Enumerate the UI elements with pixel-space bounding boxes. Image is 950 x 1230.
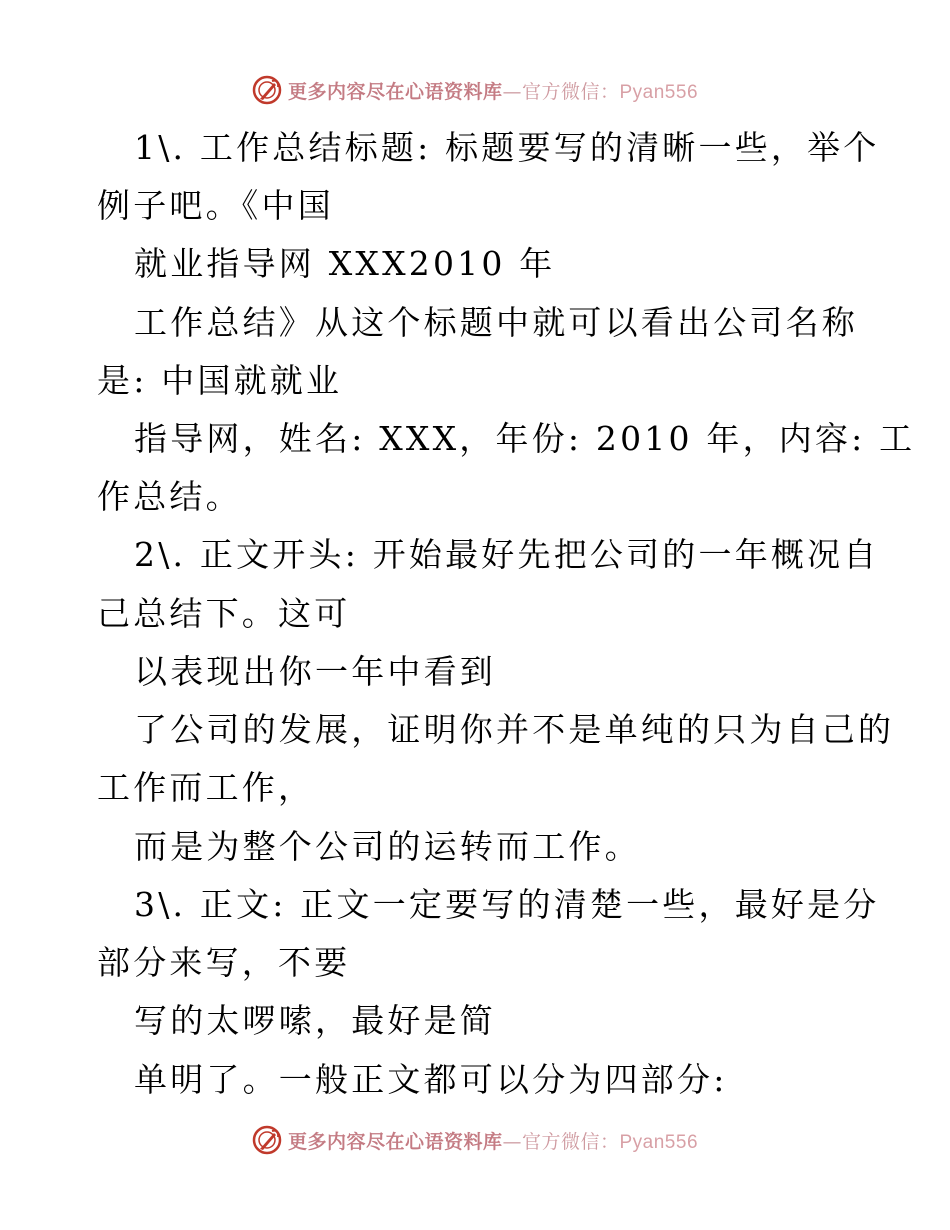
text-line: 工作总结》从这个标题中就可以看出公司名称 <box>134 303 858 342</box>
text-line: 己总结下。这可 <box>97 594 351 633</box>
watermark-wechat-id: Pyan556 <box>619 81 699 103</box>
watermark-dash: — <box>502 80 522 103</box>
text-line: 了公司的发展，证明你并不是单纯的只为自己的 <box>134 710 895 749</box>
text-line: 以表现出你一年中看到 <box>134 652 496 691</box>
text-line: 写的太啰嗦，最好是简 <box>134 1001 496 1040</box>
header-watermark <box>0 70 950 110</box>
watermark-label: 官方微信： <box>521 1130 620 1153</box>
watermark-label: 官方微信： <box>521 80 620 103</box>
text-line: 1\. 工作总结标题: 标题要写的清晰一些，举个 <box>134 128 880 167</box>
text-line: 就业指导网 XXX2010 年 <box>134 244 556 283</box>
footer-watermark <box>0 1120 950 1160</box>
text-line: 单明了。一般正文都可以分为四部分: <box>134 1060 728 1099</box>
watermark-text <box>288 1127 698 1154</box>
quill-logo-icon <box>252 75 282 105</box>
text-line: 指导网，姓名: XXX，年份: 2010 年，内容: 工 <box>134 419 916 458</box>
watermark-brand: 更多内容尽在心语资料库 <box>287 1130 503 1153</box>
text-line: 部分来写，不要 <box>97 943 351 982</box>
text-line: 2\. 正文开头: 开始最好先把公司的一年概况自 <box>134 535 880 574</box>
text-line: 例子吧。《中国 <box>97 186 334 225</box>
text-line: 而是为整个公司的运转而工作。 <box>134 827 641 866</box>
text-line: 作总结。 <box>97 477 242 516</box>
quill-logo-icon <box>252 1125 282 1155</box>
watermark-brand: 更多内容尽在心语资料库 <box>287 80 503 103</box>
text-line: 工作而工作， <box>97 768 315 807</box>
watermark-wechat-id: Pyan556 <box>619 1131 699 1153</box>
text-line: 是: 中国就就业 <box>97 361 343 400</box>
watermark-text <box>288 77 698 104</box>
text-line: 3\. 正文: 正文一定要写的清楚一些，最好是分 <box>134 885 880 924</box>
watermark-dash: — <box>502 1130 522 1153</box>
